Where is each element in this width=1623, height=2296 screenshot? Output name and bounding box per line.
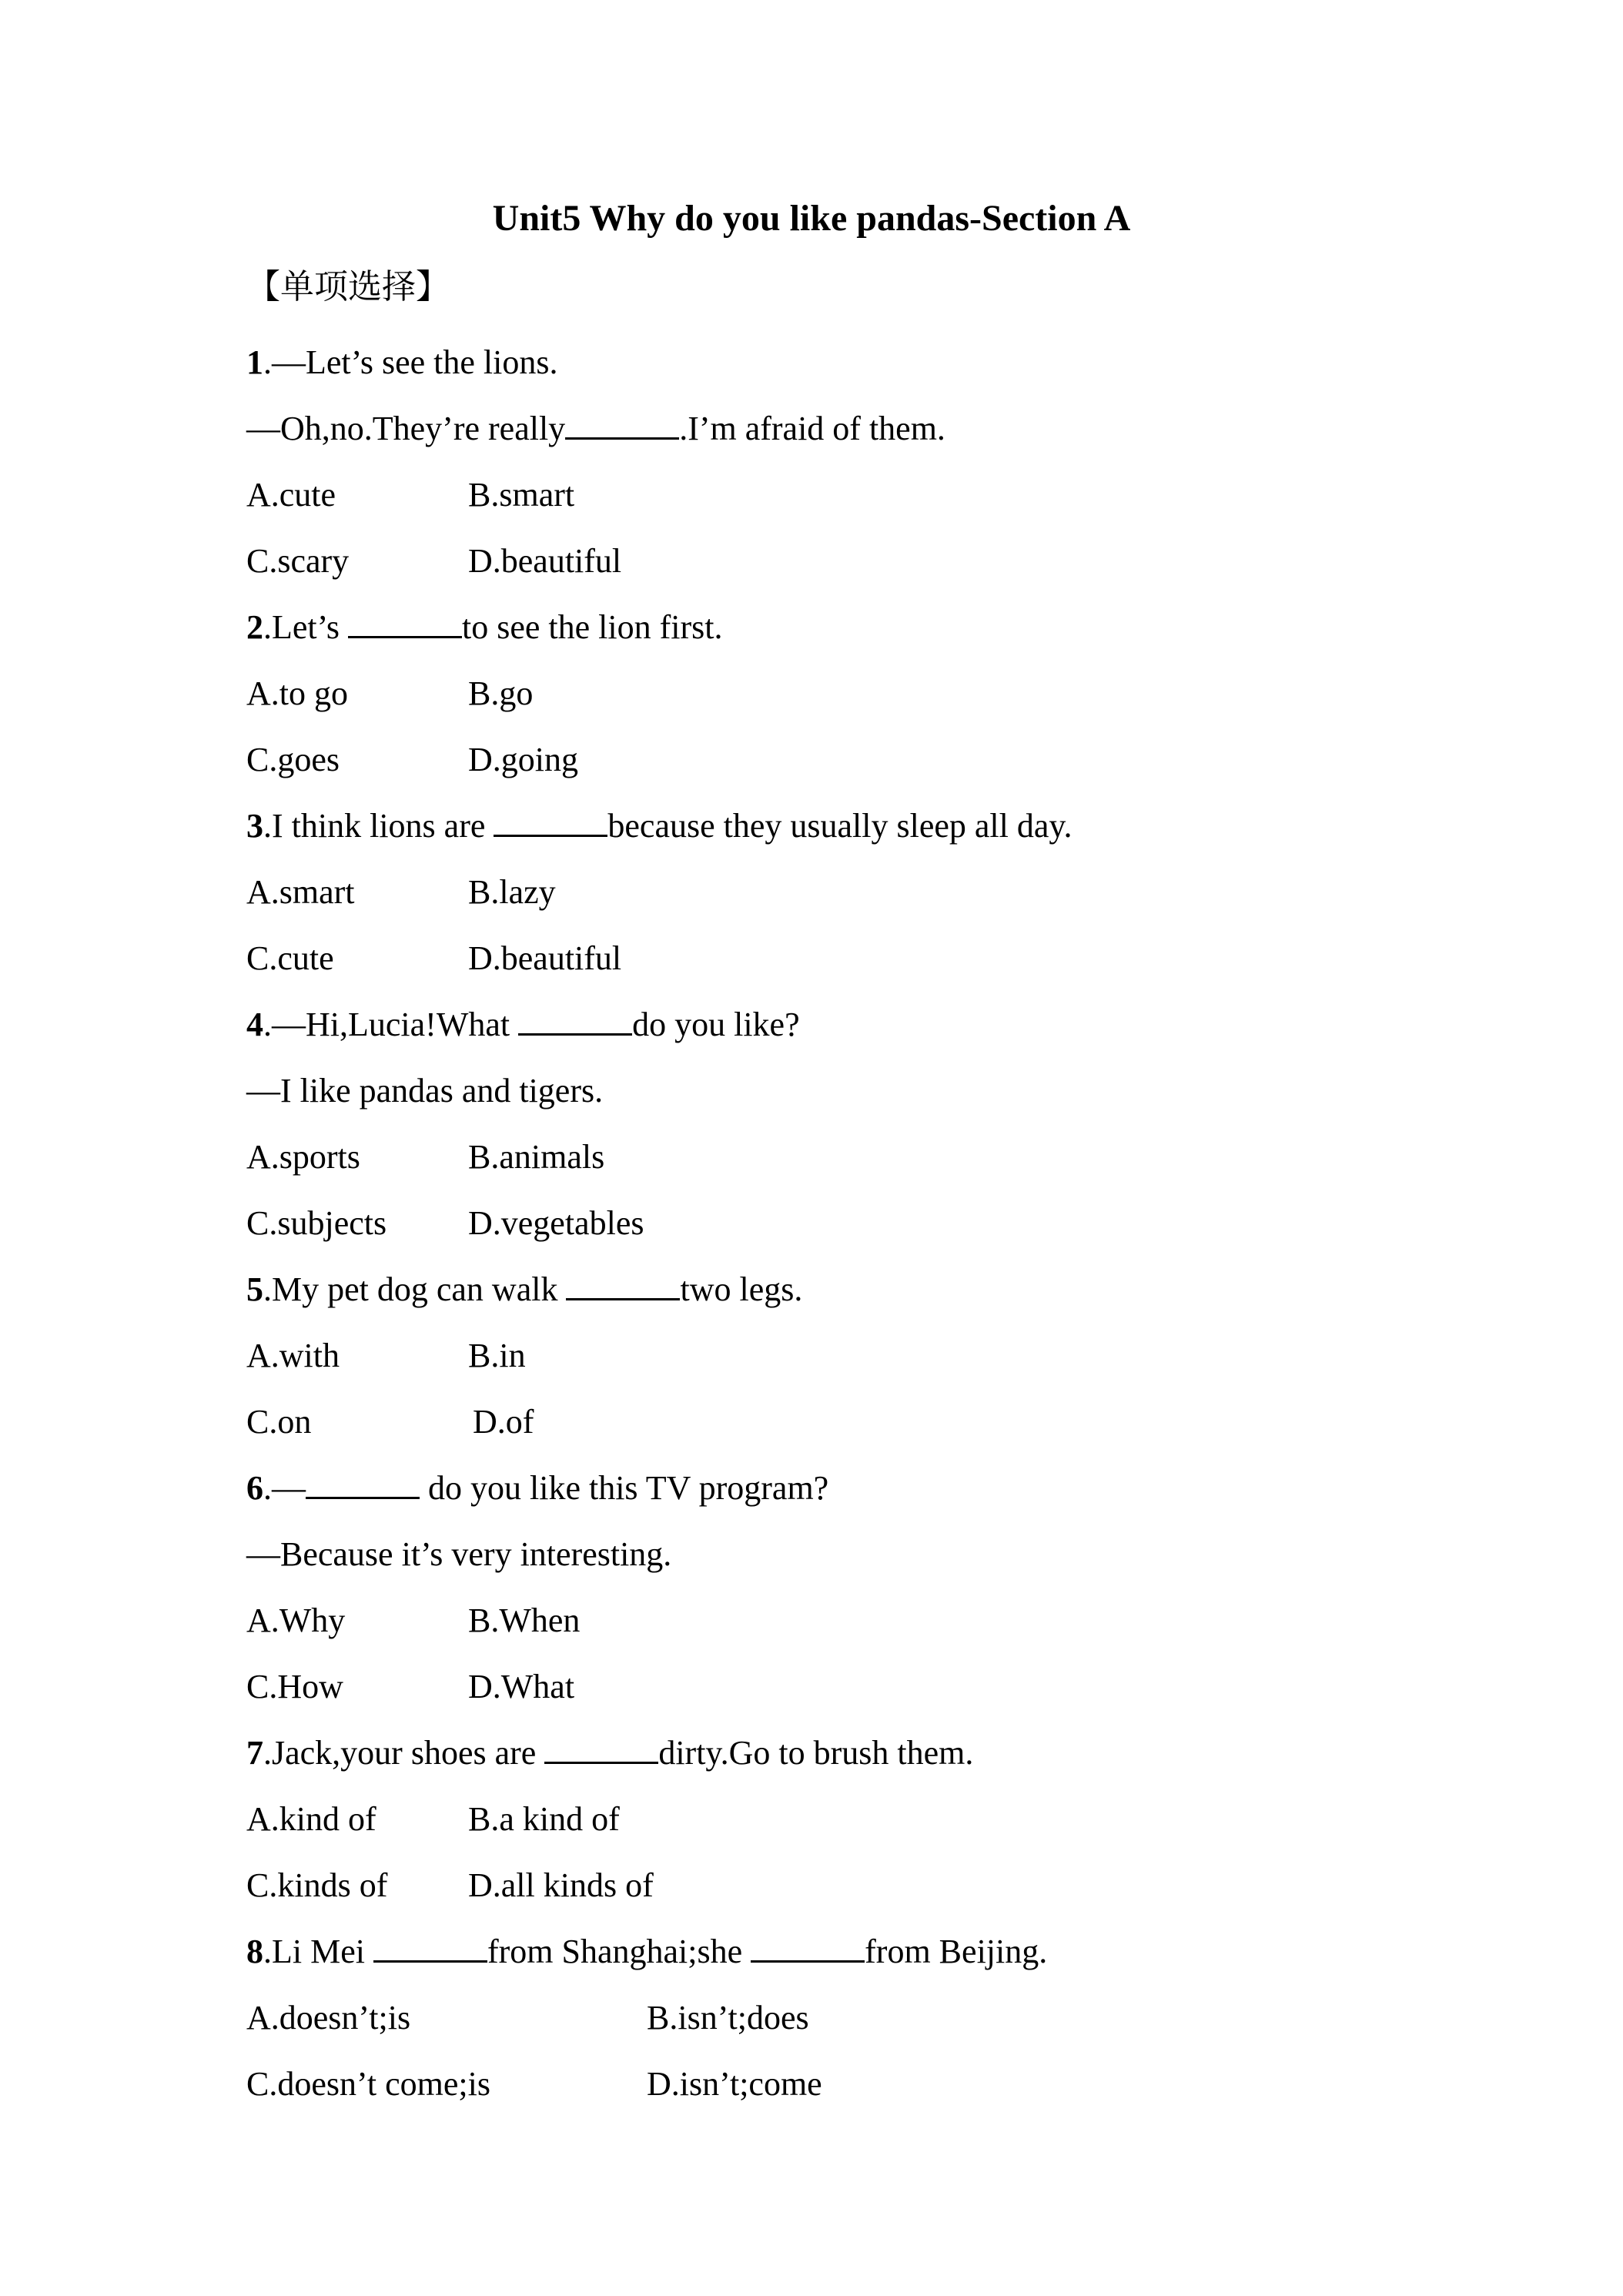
question-1-stem — [246, 340, 558, 386]
question-number: 7 — [246, 1734, 263, 1772]
option-d: D.isn’t;come — [647, 2065, 822, 2103]
option-d: D.beautiful — [468, 939, 622, 977]
option-a: A.doesn’t;is — [246, 1999, 411, 2037]
section-heading: 【单项选择】 — [246, 268, 450, 306]
option-a: A.kind of — [246, 1800, 376, 1838]
answer-blank — [544, 1731, 658, 1764]
answer-blank — [494, 804, 607, 837]
option-b: B.lazy — [468, 873, 556, 911]
option-b: B.animals — [468, 1138, 605, 1176]
question-text: .—Let’s see the lions. — [263, 343, 558, 381]
option-d: D.of — [473, 1403, 534, 1441]
option-a: A.smart — [246, 873, 355, 911]
question-number: 2 — [246, 608, 263, 646]
question-text: from Beijing. — [865, 1933, 1048, 1970]
question-6-stem — [246, 1465, 828, 1511]
option-b: B.in — [468, 1337, 526, 1374]
option-b: B.When — [468, 1602, 581, 1639]
question-text: —Because it’s very interesting. — [246, 1535, 672, 1573]
question-number: 8 — [246, 1933, 263, 1970]
question-number: 4 — [246, 1006, 263, 1043]
question-text: to see the lion first. — [461, 608, 723, 646]
option-b: B.smart — [468, 476, 575, 514]
question-8-stem — [246, 1929, 1047, 1975]
option-b: B.a kind of — [468, 1800, 620, 1838]
option-c: C.kinds of — [246, 1866, 388, 1904]
option-c: C.goes — [246, 741, 340, 778]
question-2-stem — [246, 604, 722, 651]
option-c: C.subjects — [246, 1204, 387, 1242]
question-text: .I think lions are — [263, 807, 494, 845]
question-text: do you like this TV program? — [420, 1469, 829, 1507]
question-text: .Li Mei — [263, 1933, 373, 1970]
answer-blank — [565, 407, 679, 440]
question-6-response — [246, 1531, 671, 1578]
option-b: B.isn’t;does — [647, 1999, 809, 2037]
option-d: D.all kinds of — [468, 1866, 654, 1904]
question-text: from Shanghai;she — [487, 1933, 751, 1970]
option-a: A.with — [246, 1337, 340, 1374]
question-text: —Oh,no.They’re really — [246, 410, 566, 447]
answer-blank — [751, 1930, 865, 1963]
option-c: C.on — [246, 1403, 312, 1441]
question-number: 1 — [246, 343, 263, 381]
question-text: .Let’s — [263, 608, 348, 646]
question-text: .Jack,your shoes are — [263, 1734, 545, 1772]
question-text: .I’m afraid of them. — [679, 410, 945, 447]
question-4-stem — [246, 1002, 800, 1048]
question-number: 6 — [246, 1469, 263, 1507]
option-c: C.cute — [246, 939, 334, 977]
question-text: two legs. — [680, 1270, 803, 1308]
answer-blank — [348, 605, 462, 638]
option-c: C.How — [246, 1668, 343, 1705]
option-d: D.vegetables — [468, 1204, 644, 1242]
question-text: .My pet dog can walk — [263, 1270, 567, 1308]
question-text: dirty.Go to brush them. — [658, 1734, 974, 1772]
question-1-response — [246, 406, 945, 452]
answer-blank — [566, 1267, 680, 1300]
option-a: A.sports — [246, 1138, 360, 1176]
question-7-stem — [246, 1730, 973, 1776]
option-c: C.doesn’t come;is — [246, 2065, 490, 2103]
option-a: A.to go — [246, 674, 348, 712]
option-d: D.What — [468, 1668, 575, 1705]
option-b: B.go — [468, 674, 534, 712]
option-a: A.Why — [246, 1602, 346, 1639]
answer-blank — [518, 1002, 632, 1036]
answer-blank — [373, 1930, 487, 1963]
question-text: do you like? — [632, 1006, 800, 1043]
option-d: D.beautiful — [468, 542, 622, 580]
question-number: 5 — [246, 1270, 263, 1308]
option-d: D.going — [468, 741, 578, 778]
question-5-stem — [246, 1267, 802, 1313]
question-3-stem — [246, 803, 1073, 849]
question-4-response — [246, 1068, 603, 1114]
option-c: C.scary — [246, 542, 350, 580]
question-text: because they usually sleep all day. — [607, 807, 1073, 845]
question-text: .—Hi,Lucia!What — [263, 1006, 519, 1043]
question-text: —I like pandas and tigers. — [246, 1072, 604, 1110]
answer-blank — [306, 1466, 420, 1499]
question-number: 3 — [246, 807, 263, 845]
question-text: .— — [263, 1469, 306, 1507]
page-title: Unit5 Why do you like pandas-Section A — [492, 198, 1131, 239]
option-a: A.cute — [246, 476, 336, 514]
